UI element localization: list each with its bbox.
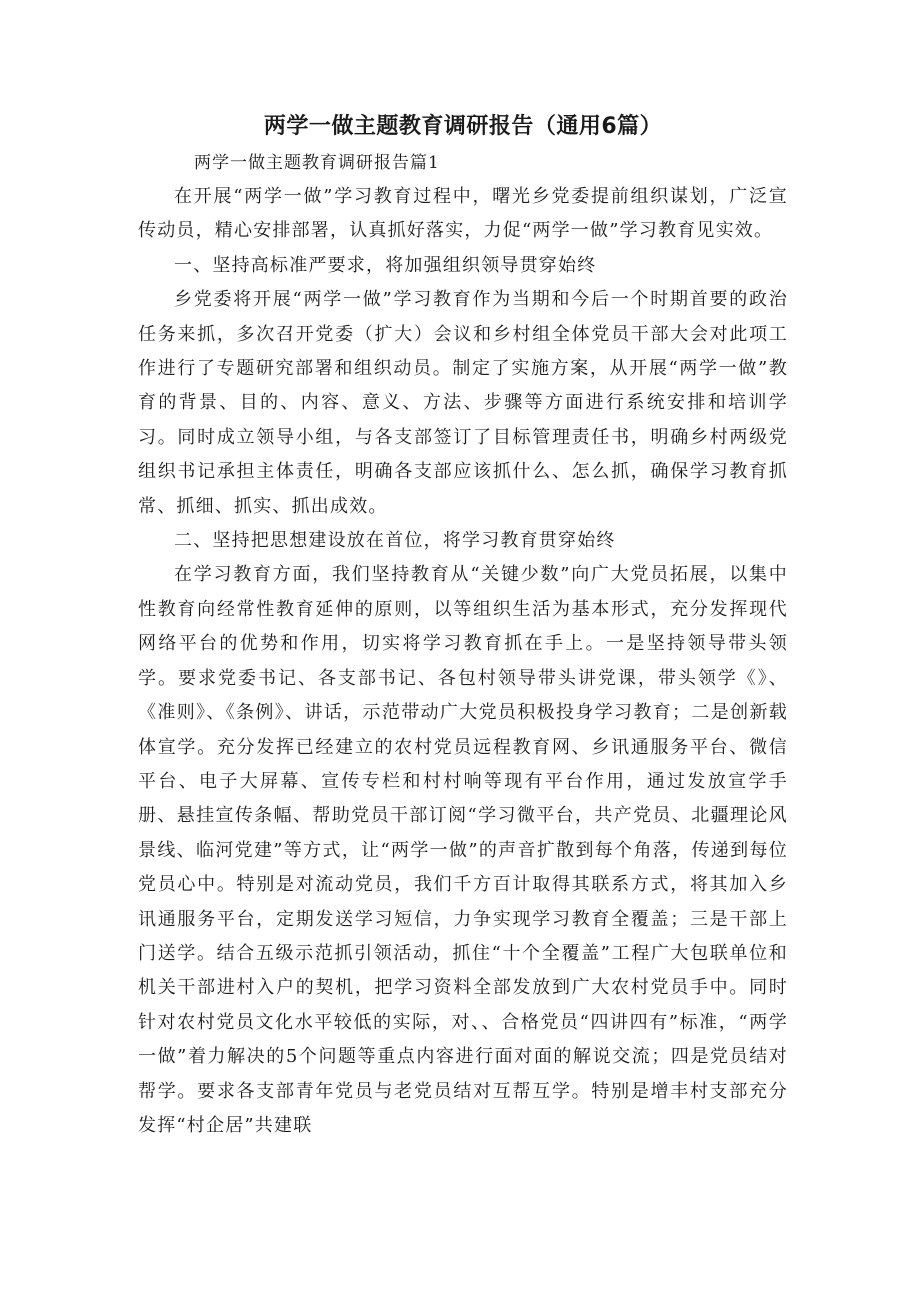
section-heading-2: 二、坚持把思想建设放在首位，将学习教育贯穿始终 [174, 530, 616, 552]
document-page [138, 110, 788, 1143]
section-heading-1: 一、坚持高标准严要求，将加强组织领导贯穿始终 [174, 254, 597, 276]
section-subtitle: 两学一做主题教育调研报告篇1 [194, 153, 440, 173]
document-title: 两学一做主题教育调研报告（通用6篇） [263, 114, 663, 139]
body-paragraph-2: 在学习教育方面，我们坚持教育从“关键少数”向广大党员拓展，以集中性教育向经常性教育延伸的原则，以等组织生活为基本形式，充分发挥现代网络平台的优势和作用，切实将学习教育抓在手上。一是坚持领导带头领学。要求党委书记、各支部书记、各包村领导带头讲党课，带头领学《》、《准则》、《条例》、讲话，示范带动广大党员积极投身学习教育；二是创新载体宣学。充分发挥已经建立的农村党员远程教育网、乡讯通服务平台、微信平台、电子大屏幕、宣传专栏和村村响等现有平台作用，通过发放宣学手册、悬挂宣传条幅、帮助党员干部订阅“学习微平台，共产党员、北疆理论风景线、临河党建”等方式，让“两学一做”的声音扩散到每个角落，传递到每位党员心中。特别是对流动党员，我们千方百计取得其联系方式，将其加入乡讯通服务平台，定期发送学习短信，力争实现学习教育全覆盖；三是干部上门送学。结合五级示范抓引领活动，抓住“十个全覆盖”工程广大包联单位和机关干部进村入户的契机，把学习资料全部发放到广大农村党员手中。同时针对农村党员文化水平较低的实际，对、、合格党员“四讲四有”标准，“两学一做”着力解决的5个问题等重点内容进行面对面的解说交流；四是党员结对帮学。要求各支部青年党员与老党员结对互帮互学。特别是增丰村支部充分发挥“村企居”共建联 [138, 564, 788, 1136]
intro-paragraph: 在开展“两学一做”学习教育过程中，曙光乡党委提前组织谋划，广泛宣传动员，精心安排部署，认真抓好落实，力促“两学一做”学习教育见实效。 [138, 186, 788, 242]
body-paragraph-1: 乡党委将开展“两学一做”学习教育作为当期和今后一个时期首要的政治任务来抓，多次召开党委（扩大）会议和乡村组全体党员干部大会对此项工作进行了专题研究部署和组织动员。制定了实施方案，从开展“两学一做”教育的背景、目的、内容、意义、方法、步骤等方面进行系统安排和培训学习。同时成立领导小组，与各支部签订了目标管理责任书，明确乡村两级党组织书记承担主体责任，明确各支部应该抓什么、怎么抓，确保学习教育抓常、抓细、抓实、抓出成效。 [138, 289, 788, 517]
